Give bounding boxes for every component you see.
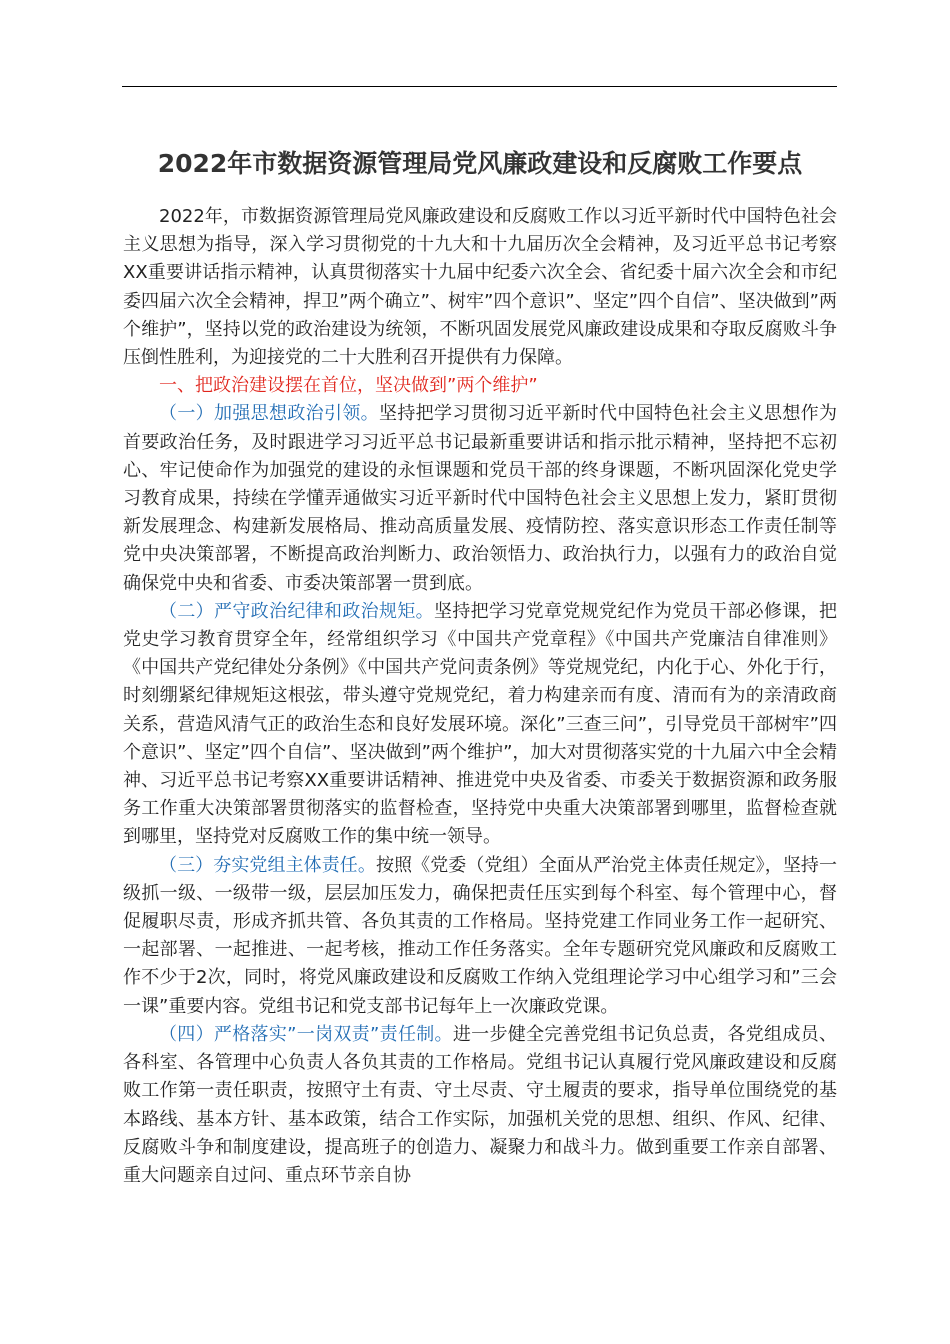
paragraph-item-2 [123, 598, 837, 852]
header-rule [122, 86, 837, 87]
paragraph-item-3 [123, 852, 837, 1021]
item-subtitle: （三）夯实党组主体责任。 [159, 854, 376, 876]
item-subtitle: （一）加强思想政治引领。 [159, 403, 379, 425]
intro-paragraph: 2022年，市数据资源管理局党风廉政建设和反腐败工作以习近平新时代中国特色社会主义思想为指导，深入学习贯彻党的十九大和十九届历次全会精神，及习近平总书记考察XX重要讲话指示精神，认真贯彻落实十九届中纪委六次全会、省纪委十届六次全会和市纪委四届六次全会精神，捍卫”两个确立”、树牢”四个意识”、坚定”四个自信”、坚决做到”两个维护”，坚持以党的政治建设为统领，不断巩固发展党风廉政建设成果和夺取反腐败斗争压倒性胜利，为迎接党的二十大胜利召开提供有力保障。 [123, 206, 837, 369]
section-heading: 一、把政治建设摆在首位，坚决做到”两个维护” [159, 375, 538, 397]
paragraph-item-1 [123, 400, 837, 597]
document-title: 2022年市数据资源管理局党风廉政建设和反腐败工作要点 [157, 149, 803, 178]
paragraph-item-4 [123, 1021, 837, 1190]
item-text: 坚持把学习党章党规党纪作为党员干部必修课，把党史学习教育贯穿全年，经常组织学习《中国共产党章程》《中国共产党廉洁自律准则》《中国共产党纪律处分条例》《中国共产党问责条例》等党规党纪，内化于心、外化于行，时刻绷紧纪律规矩这根弦，带头遵守党规党纪，着力构建亲而有度、清而有为的亲清政商关系，营造风清气正的政治生态和良好发展环境。深化”三查三问”，引导党员干部树牢”四个意识”、坚定”四个自信”、坚决做到”两个维护”，加大对贯彻落实党的十九届六中全会精神、习近平总书记考察XX重要讲话精神、推进党中央及省委、市委关于数据资源和政务服务工作重大决策部署贯彻落实的监督检查，坚持党中央重大决策部署到哪里，监督检查就到哪里，坚持党对反腐败工作的集中统一领导。 [123, 600, 837, 848]
item-text: 进一步健全完善党组书记负总责，各党组成员、各科室、各管理中心负责人各负其责的工作格局。党组书记认真履行党风廉政建设和反腐败工作第一责任职责，按照守土有责、守土尽责、守土履责的要求，指导单位围绕党的基本路线、基本方针、基本政策，结合工作实际，加强机关党的思想、组织、作风、纪律、反腐败斗争和制度建设，提高班子的创造力、凝聚力和战斗力。做到重要工作亲自部署、重大问题亲自过问、重点环节亲自协 [123, 1023, 838, 1186]
document-body [123, 203, 837, 1190]
item-subtitle: （二）严守政治纪律和政治规矩。 [159, 600, 434, 622]
item-text: 坚持把学习贯彻习近平新时代中国特色社会主义思想作为首要政治任务，及时跟进学习习近平总书记最新重要讲话和指示批示精神，坚持把不忘初心、牢记使命作为加强党的建设的永恒课题和党员干部的终身课题，不断巩固深化党史学习教育成果，持续在学懂弄通做实习近平新时代中国特色社会主义思想上发力，紧盯贯彻新发展理念、构建新发展格局、推动高质量发展、疫情防控、落实意识形态工作责任制等党中央决策部署，不断提高政治判断力、政治领悟力、政治执行力，以强有力的政治自觉确保党中央和省委、市委决策部署一贯到底。 [123, 403, 837, 594]
item-subtitle: （四）严格落实”一岗双责”责任制。 [159, 1023, 453, 1045]
item-text: 按照《党委（党组）全面从严治党主体责任规定》，坚持一级抓一级、一级带一级，层层加压发力，确保把责任压实到每个科室、每个管理中心，督促履职尽责，形成齐抓共管、各负其责的工作格局。坚持党建工作同业务工作一起研究、一起部署、一起推进、一起考核，推动工作任务落实。全年专题研究党风廉政和反腐败工作不少于2次，同时，将党风廉政建设和反腐败工作纳入党组理论学习中心组学习和”三会一课”重要内容。党组书记和党支部书记每年上一次廉政党课。 [123, 854, 838, 1017]
